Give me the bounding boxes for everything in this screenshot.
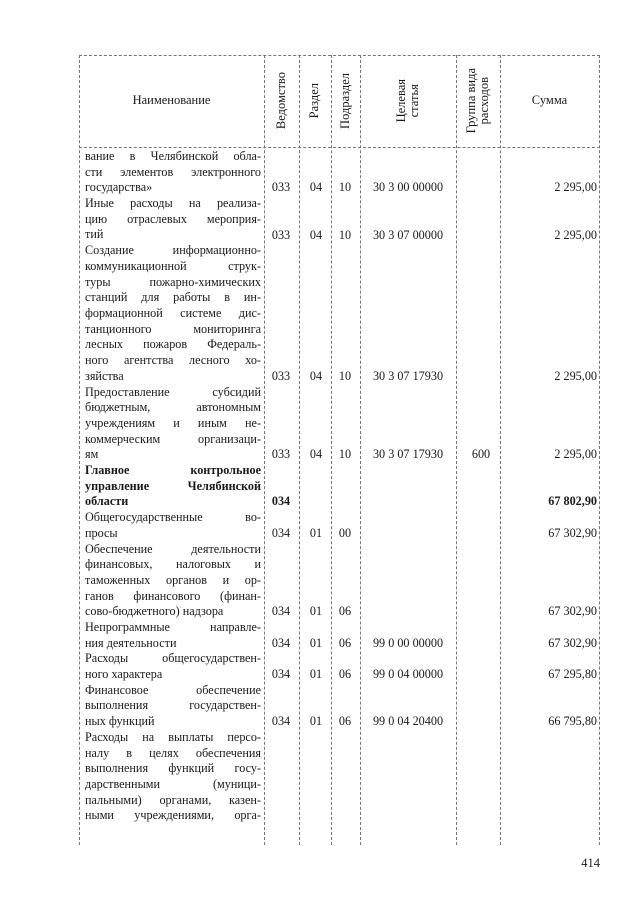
row-name-line: коммуникационной струк- — [85, 258, 261, 273]
row-name — [85, 651, 261, 682]
row-name-line: управление Челябинской — [85, 478, 261, 493]
vedomstvo-cell: 034 — [271, 714, 291, 729]
row-name-line: ными учреждениями, орга- — [85, 808, 261, 823]
celevaya-cell: 30 3 00 00000 — [372, 180, 444, 195]
header-celevaya-line2: статья — [407, 84, 421, 118]
summa-cell: 2 295,00 — [554, 447, 597, 462]
celevaya-cell: 30 3 07 17930 — [372, 368, 444, 383]
column-divider — [299, 55, 300, 845]
header-gruppa — [465, 68, 491, 133]
vedomstvo-cell: 034 — [271, 525, 291, 540]
podrazdel-cell: 10 — [338, 180, 352, 195]
row-name-line: туры пожарно-химических — [85, 274, 261, 289]
summa-cell: 2 295,00 — [554, 180, 597, 195]
summa-cell: 66 795,80 — [548, 714, 597, 729]
row-name-line: Создание информационно- — [85, 243, 261, 258]
row-name-line: выполнения государствен- — [85, 698, 261, 713]
header-summa: Сумма — [531, 93, 568, 108]
row-name-line: Предоставление субсидий — [85, 384, 261, 399]
razdel-cell: 04 — [309, 447, 323, 462]
header-razdel: Раздел — [307, 83, 322, 119]
celevaya-cell: 30 3 07 17930 — [372, 447, 444, 462]
row-name — [85, 196, 261, 243]
header-podrazdel: Подраздел — [337, 73, 352, 129]
row-name-line: финансовых, налоговых и — [85, 557, 261, 572]
row-name-line: Расходы общегосударствен- — [85, 651, 261, 666]
row-name-line: таможенных органов и ор- — [85, 572, 261, 587]
summa-cell: 2 295,00 — [554, 227, 597, 242]
row-name — [85, 243, 261, 384]
row-name-line: Расходы на выплаты персо- — [85, 729, 261, 744]
podrazdel-cell: 10 — [338, 227, 352, 242]
row-name-line: сти элементов электронного — [85, 164, 261, 179]
row-name-line: выполнения функций госу- — [85, 761, 261, 776]
row-name — [85, 620, 261, 651]
row-name-line: пальными) органами, казен- — [85, 792, 261, 807]
row-name-line: вание в Челябинской обла- — [85, 149, 261, 163]
header-bottom-border — [79, 147, 600, 148]
vedomstvo-cell: 034 — [271, 604, 291, 619]
column-divider — [599, 55, 600, 845]
column-divider — [456, 55, 457, 845]
row-name-line: ных функций — [85, 714, 155, 729]
summa-cell: 2 295,00 — [554, 368, 597, 383]
column-divider — [79, 55, 80, 845]
vedomstvo-cell: 033 — [271, 227, 291, 242]
podrazdel-cell: 10 — [338, 447, 352, 462]
row-name-line: области — [85, 494, 129, 509]
header-vedomstvo: Ведомство — [273, 72, 288, 130]
row-name-line: дарственными (муници- — [85, 776, 261, 791]
summa-cell: 67 302,90 — [548, 525, 597, 540]
row-name-line: зяйства — [85, 368, 124, 383]
row-name-line: налу в целях обеспечения — [85, 745, 261, 760]
column-divider — [360, 55, 361, 845]
row-name — [85, 542, 261, 620]
row-name-line: Главное контрольное — [85, 463, 261, 477]
row-name-line: просы — [85, 525, 118, 540]
summa-cell: 67 295,80 — [548, 667, 597, 682]
row-name — [85, 385, 261, 463]
summa-cell: 67 802,90 — [548, 494, 597, 509]
header-vedomstvo-cell — [264, 55, 299, 147]
header-summa-cell — [500, 55, 599, 147]
podrazdel-cell: 10 — [338, 368, 352, 383]
header-celevaya — [395, 79, 421, 122]
budget-table — [79, 55, 600, 845]
row-name-line: Обеспечение деятельности — [85, 541, 261, 556]
row-name-line: коммерческим организаци- — [85, 431, 261, 446]
row-name-line: ния деятельности — [85, 635, 177, 650]
podrazdel-cell: 06 — [338, 604, 352, 619]
podrazdel-cell: 06 — [338, 667, 352, 682]
celevaya-cell: 99 0 00 00000 — [372, 635, 444, 650]
celevaya-cell: 99 0 04 20400 — [372, 714, 444, 729]
row-name-line: танционного мониторинга — [85, 321, 261, 336]
header-razdel-cell — [299, 55, 331, 147]
row-name-line: станций для работы в ин- — [85, 290, 261, 305]
page-number: 414 — [581, 856, 600, 870]
row-name — [85, 683, 261, 730]
vedomstvo-cell: 033 — [271, 447, 291, 462]
header-celevaya-cell — [360, 55, 456, 147]
podrazdel-cell: 06 — [338, 635, 352, 650]
row-name-line: лесных пожаров Федераль- — [85, 337, 261, 352]
header-celevaya-line1: Целевая — [393, 79, 408, 123]
row-name-line: учреждениям и иным не- — [85, 415, 261, 430]
celevaya-cell: 99 0 04 00000 — [372, 667, 444, 682]
header-gruppa-line1: Группа вида — [463, 68, 478, 134]
razdel-cell: 01 — [309, 667, 323, 682]
column-divider — [500, 55, 501, 845]
vedomstvo-cell: 033 — [271, 180, 291, 195]
razdel-cell: 01 — [309, 604, 323, 619]
row-name-line: Общегосударственные во- — [85, 510, 261, 525]
row-name — [85, 730, 261, 824]
razdel-cell: 04 — [309, 368, 323, 383]
header-podrazdel-cell — [331, 55, 360, 147]
podrazdel-cell: 06 — [338, 714, 352, 729]
row-name — [85, 510, 261, 541]
vedomstvo-cell: 033 — [271, 368, 291, 383]
podrazdel-cell: 00 — [338, 525, 352, 540]
column-divider — [264, 55, 265, 845]
header-name: Наименование — [132, 93, 211, 108]
razdel-cell: 01 — [309, 525, 323, 540]
row-name-line: ганов финансового (финан- — [85, 588, 261, 603]
row-name-line: государства» — [85, 180, 153, 195]
row-name-line: Непрограммные направле- — [85, 620, 261, 634]
razdel-cell: 01 — [309, 635, 323, 650]
razdel-cell: 04 — [309, 227, 323, 242]
razdel-cell: 04 — [309, 180, 323, 195]
vedomstvo-cell: 034 — [271, 635, 291, 650]
row-name — [85, 463, 261, 510]
row-name-line: ного характера — [85, 667, 163, 682]
row-name-line: цию отраслевых мероприя- — [85, 211, 261, 226]
razdel-cell: 01 — [309, 714, 323, 729]
row-name-line: ного агентства лесного хо- — [85, 353, 261, 367]
row-name-line: ям — [85, 447, 99, 462]
vedomstvo-cell: 034 — [271, 494, 291, 509]
summa-cell: 67 302,90 — [548, 604, 597, 619]
vedomstvo-cell: 034 — [271, 667, 291, 682]
header-name-cell — [79, 55, 264, 147]
header-gruppa-line2: расходов — [477, 77, 491, 125]
row-name-line: бюджетным, автономным — [85, 400, 261, 415]
row-name-line: Финансовое обеспечение — [85, 682, 261, 697]
row-name-line: формационной системе дис- — [85, 305, 261, 320]
row-name-line: Иные расходы на реализа- — [85, 196, 261, 211]
row-name — [85, 149, 261, 196]
gruppa-cell: 600 — [471, 447, 491, 462]
header-gruppa-cell — [456, 55, 500, 147]
celevaya-cell: 30 3 07 00000 — [372, 227, 444, 242]
summa-cell: 67 302,90 — [548, 635, 597, 650]
row-name-line: тий — [85, 227, 104, 242]
row-name-line: сово-бюджетного) надзора — [85, 604, 224, 619]
